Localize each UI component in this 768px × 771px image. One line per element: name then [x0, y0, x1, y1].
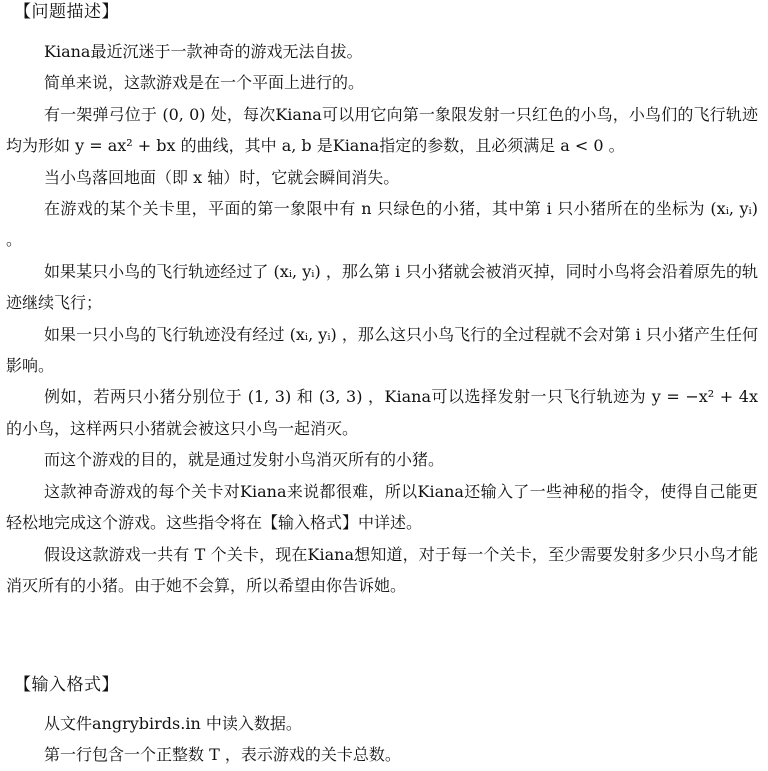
paragraph: 而这个游戏的目的，就是通过发射小鸟消灭所有的小猪。: [44, 450, 445, 470]
problem-description-body: [6, 36, 758, 601]
paragraph: 简单来说，这款游戏是在一个平面上进行的。: [44, 73, 365, 93]
paragraph: 如果一只小鸟的飞行轨迹没有经过 (xᵢ, yᵢ) ，那么这只小鸟飞行的全过程就不会对第 i 只小猪产生任何影响。: [6, 324, 758, 376]
paragraph: 如果某只小鸟的飞行轨迹经过了 (xᵢ, yᵢ) ，那么第 i 只小猪就会被消灭掉，同时小鸟将会沿着原先的轨迹继续飞行；: [6, 261, 758, 313]
paragraph: Kiana最近沉迷于一款神奇的游戏无法自拔。: [44, 42, 363, 61]
paragraph: 第一行包含一个正整数 T ，表示游戏的关卡总数。: [44, 745, 401, 765]
paragraph: 这款神奇游戏的每个关卡对Kiana来说都很难，所以Kiana还输入了一些神秘的指令，使得自己能更轻松地完成这个游戏。这些指令将在【输入格式】中详述。: [6, 481, 758, 533]
paragraph: 有一架弹弓位于 (0, 0) 处，每次Kiana可以用它向第一象限发射一只红色的小鸟，小鸟们的飞行轨迹均为形如 y = ax² + bx 的曲线，其中 a, b 是Kiana指定的参数，且必须满足 a < 0 。: [6, 104, 758, 156]
paragraph: 在游戏的某个关卡里，平面的第一象限中有 n 只绿色的小猪，其中第 i 只小猪所在的坐标为 (xᵢ, yᵢ) 。: [6, 199, 758, 250]
paragraph: 当小鸟落回地面（即 x 轴）时，它就会瞬间消失。: [44, 167, 400, 187]
input-format-body: [6, 708, 758, 771]
paragraph: 从文件angrybirds.in 中读入数据。: [44, 714, 302, 733]
section-heading-input-format: 【输入格式】: [14, 675, 119, 695]
paragraph: 例如，若两只小猪分别位于 (1, 3) 和 (3, 3) ，Kiana可以选择发射一只飞行轨迹为 y = −x² + 4x 的小鸟，这样两只小猪就会被这只小鸟一起消灭。: [6, 387, 758, 438]
paragraph: 假设这款游戏一共有 T 个关卡，现在Kiana想知道，对于每一个关卡，至少需要发射多少只小鸟才能消灭所有的小猪。由于她不会算，所以希望由你告诉她。: [6, 544, 758, 595]
section-heading-problem-description: 【问题描述】: [14, 2, 119, 22]
